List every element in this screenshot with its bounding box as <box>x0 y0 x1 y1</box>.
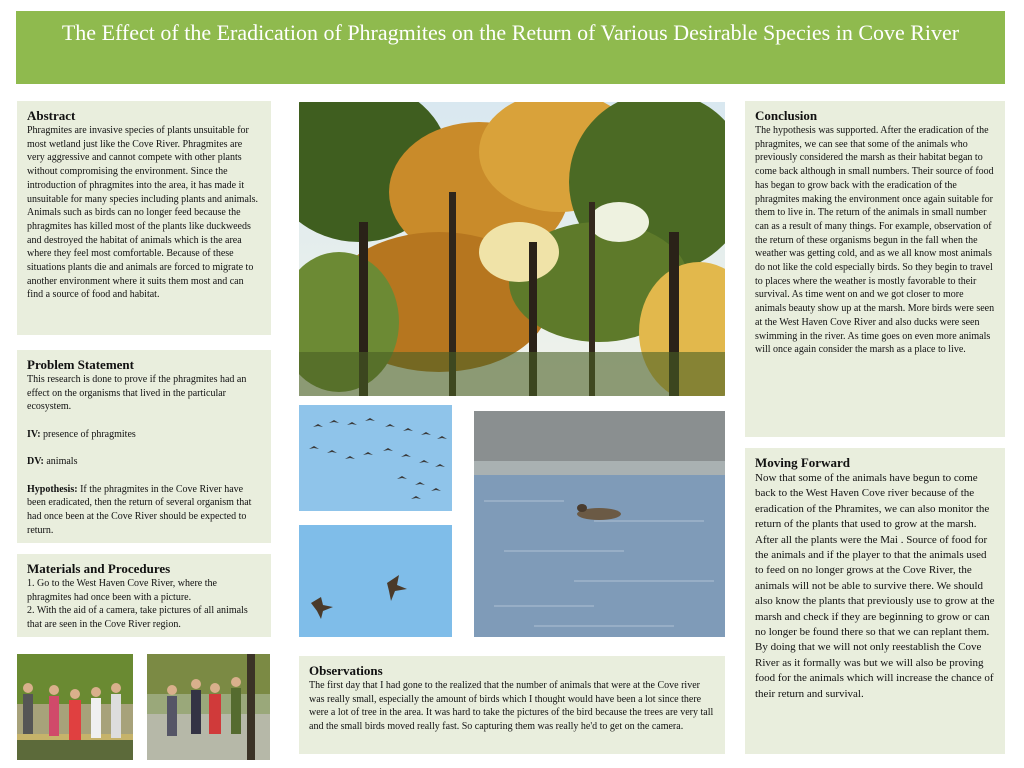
geese-flying-photo <box>299 525 452 637</box>
flock-of-birds-photo <box>299 405 452 511</box>
conclusion-heading: Conclusion <box>755 108 818 123</box>
hypothesis-line <box>27 483 261 538</box>
dv-label: DV: <box>27 456 44 468</box>
observations-text: The first day that I had gone to the realized that the number of animals that were at the Cove river was really small, especially the amount of birds which I thought would have been a lot since there were a lot of tree in the area. It was hard to take the pictures of the bird because the trees are very tall and the small birds moved really fast. So capturing them was really he'd to get on the camera. <box>309 680 714 733</box>
students-field-photo-1 <box>17 654 133 760</box>
moving-forward-text: Now that some of the animals have begun to come back to the West Haven Cove river because of the eradication of the Phramites, we can also monitor the return of the plants that used to grow at the marsh. After all the plants were the Mai . Source of food for the animals and if the player to that the animals used to feed on no longer grows at the Cove River, the animals will not be able to survive there. We should also know the plants that previously use to grow at the marsh and check if they are beginning to grow or can no longer be found there so that we can replant them. By doing that we will not only reestablish the Cove River as it formally was but we will also be proving food for the animals which will increase the chance of their return and survival. <box>755 472 995 700</box>
hypothesis-label: Hypothesis: <box>27 483 78 495</box>
river-ducks-photo <box>474 411 725 637</box>
moving-forward-section <box>745 448 1005 754</box>
materials-section <box>17 554 271 637</box>
materials-step-2: 2. With the aid of a camera, take pictures of all animals that are seen in the Cove River region. <box>27 605 248 631</box>
iv-label: IV: <box>27 428 41 440</box>
dv-line <box>27 455 261 469</box>
moving-forward-heading: Moving Forward <box>755 455 850 470</box>
abstract-section <box>17 101 271 335</box>
observations-section <box>299 656 725 754</box>
hypothesis-text: If the phragmites in the Cove River have been eradicated, then the return of several organism that had once been at the Cove River should be expected to return. <box>27 483 252 536</box>
conclusion-text: The hypothesis was supported. After the eradication of the phragmites, we can see that some of the animals who previously considered the marsh as their habitat began to come back although in small numbers. Their source of food has began to grow back with the eradication of the phragmites making the environment once again suitable for them to live in. The return of the animals in small number can as a result of many things. For example, observation of the return of these organisms begun in the fall when the weather was getting cold, and as we all know most animals do not like the cold especially birds. So they begin to travel to places where the weather is mostly favorable to their survival. As time went on and we got closer to more animals beauty show up at the marsh. More birds were seen at the West Haven Cove River and also ducks were seen swimming in the river. As time goes on even more animals will once again consider the marsh as a place to live. <box>755 125 995 356</box>
iv-text: presence of phragmites <box>40 428 136 440</box>
forest-canopy-photo <box>299 102 725 396</box>
materials-step-1: 1. Go to the West Haven Cove River, where the phragmites had once been with a picture. <box>27 578 217 603</box>
students-field-photo-2 <box>147 654 270 760</box>
observations-heading: Observations <box>309 663 383 678</box>
problem-text: This research is done to prove if the phragmites had an effect on the organisms that lived in the particular ecosystem. <box>27 374 247 413</box>
dv-text: animals <box>43 456 78 468</box>
conclusion-section <box>745 101 1005 437</box>
iv-line <box>27 428 261 442</box>
poster-title: The Effect of the Eradication of Phragmites on the Return of Various Desirable Species in Cove River <box>16 11 1005 84</box>
problem-statement-section <box>17 350 271 543</box>
abstract-text: Phragmites are invasive species of plants unsuitable for most wetland just like the Cove River. Phragmites are very aggressive and cannot compete with other plants without compromising the environment. Since the introduction of phragmites into the area, it has made it unsuitable for many species including plants and animals. Animals such as birds can no longer feed because the phragmites has killed most of the plants like duckweeds and destroyed the habitat of animals which is the area where they feel most comfortable. Because of these situations plants die and animals are forced to migrate to another environment where it suits them most and can find a source of food and habitat. <box>27 125 259 301</box>
abstract-heading: Abstract <box>27 108 76 123</box>
materials-heading: Materials and Procedures <box>27 561 171 576</box>
problem-heading: Problem Statement <box>27 357 134 372</box>
